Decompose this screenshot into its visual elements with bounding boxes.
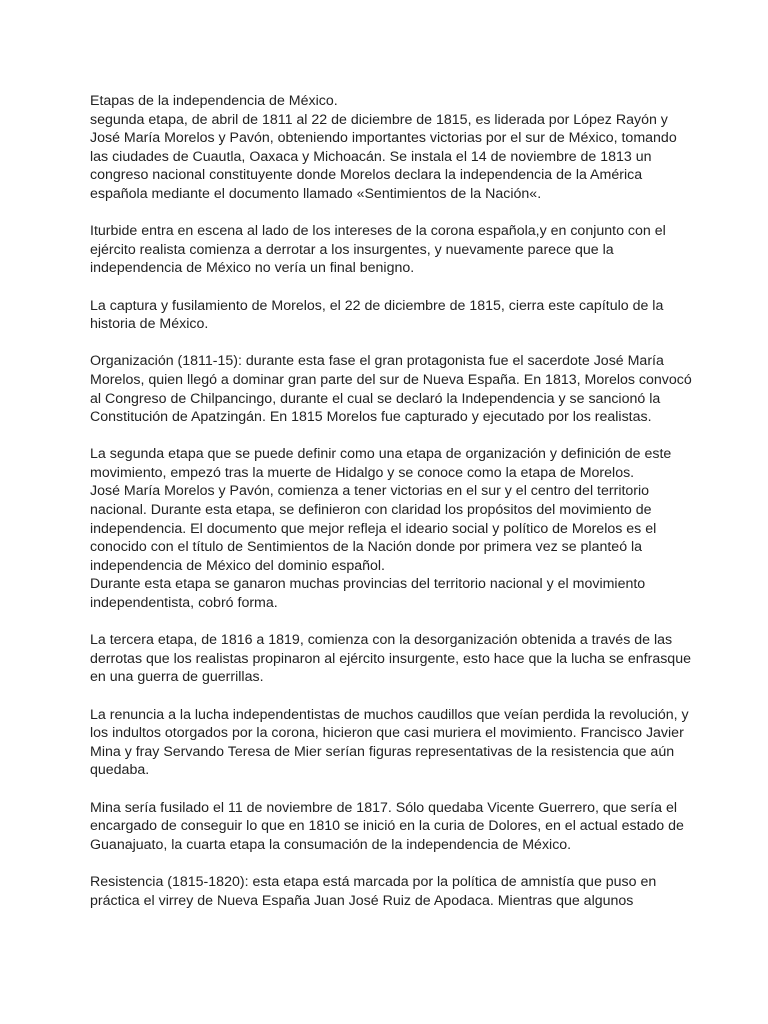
paragraph-captura [90,297,690,334]
paragraph-iturbide [90,222,690,278]
text-line: derrotas que los realistas propinaron al ejército insurgente, esto hace que la lucha se enfrasque [90,650,691,667]
paragraph-renuncia [90,706,690,780]
paragraph-segunda-etapa [90,445,690,612]
text-line: nacional. Durante esta etapa, se definieron con claridad los propósitos del movimiento de [90,502,652,519]
paragraph-tercera-etapa [90,631,690,687]
text-line: congreso nacional constituyente donde Morelos declara la independencia de la América [90,167,643,184]
text-line: Organización (1811-15): durante esta fase el gran protagonista fue el sacerdote José María [90,353,664,370]
paragraph-organizacion [90,352,690,426]
text-line: La renuncia a la lucha independentistas de muchos caudillos que veían perdida la revolución, y [90,706,689,723]
text-line: independentista, cobró forma. [90,595,278,612]
text-line: José María Morelos y Pavón, obteniendo importantes victorias por el sur de México, tomando [90,130,677,147]
text-line: las ciudades de Cuautla, Oaxaca y Michoacán. Se instala el 14 de noviembre de 1813 un [90,148,652,165]
text-line: Guanajuato, la cuarta etapa la consumación de la independencia de México. [90,836,572,853]
text-line: segunda etapa, de abril de 1811 al 22 de diciembre de 1815, es liderada por López Rayón y [90,111,668,128]
text-line: La captura y fusilamiento de Morelos, el 22 de diciembre de 1815, cierra este capítulo de la [90,297,664,314]
text-line: Mina sería fusilado el 11 de noviembre de 1817. Sólo quedaba Vicente Guerrero, que sería el [90,799,678,816]
text-line: conocido con el título de Sentimientos de la Nación donde por primera vez se planteó la [90,539,643,556]
text-line: quedaba. [90,762,150,779]
text-line: Morelos, quien llegó a dominar gran parte del sur de Nueva España. En 1813, Morelos convocó [90,371,692,388]
text-line: independencia. El documento que mejor refleja el ideario social y político de Morelos es el [90,520,657,537]
text-line: La segunda etapa que se puede definir como una etapa de organización y definición de este [90,446,672,463]
text-line: independencia de México del dominio español. [90,557,385,574]
text-line: práctica el virrey de Nueva España Juan José Ruiz de Apodaca. Mientras que algunos [90,892,634,909]
text-line: Constitución de Apatzingán. En 1815 Morelos fue capturado y ejecutado por los realistas. [90,409,652,426]
text-line: ejército realista comienza a derrotar a los insurgentes, y nuevamente parece que la [90,241,614,258]
document-title-line: Etapas de la independencia de México. [90,93,338,109]
text-line: Durante esta etapa se ganaron muchas provincias del territorio nacional y el movimiento [90,576,646,593]
text-line: movimiento, empezó tras la muerte de Hidalgo y se conoce como la etapa de Morelos. [90,464,635,481]
text-line: historia de México. [90,316,209,333]
text-line: encargado de conseguir lo que en 1810 se inició en la curia de Dolores, en el actual estado de [90,818,684,835]
text-line: José María Morelos y Pavón, comienza a tener victorias en el sur y el centro del territorio [90,483,650,500]
text-line: Resistencia (1815-1820): esta etapa está marcada por la política de amnistía que puso en [90,873,657,890]
text-line: Mina y fray Servando Teresa de Mier serían figuras representativas de la resistencia que aún [90,743,675,760]
paragraph-intro [90,92,690,204]
text-line: española mediante el documento llamado «Sentimientos de la Nación«. [90,185,542,202]
paragraph-mina [90,799,690,855]
text-line: al Congreso de Chilpancingo, durante el cual se declaró la Independencia y se sancionó la [90,390,661,407]
text-line: en una guerra de guerrillas. [90,669,264,686]
text-line: La tercera etapa, de 1816 a 1819, comienza con la desorganización obtenida a través de las [90,632,673,649]
document-page [90,92,690,929]
text-line: Iturbide entra en escena al lado de los intereses de la corona española,y en conjunto con el [90,223,666,240]
paragraph-resistencia [90,873,690,910]
text-line: los indultos otorgados por la corona, hicieron que casi muriera el movimiento. Francisco Javier [90,725,684,742]
text-line: independencia de México no vería un final benigno. [90,260,415,277]
